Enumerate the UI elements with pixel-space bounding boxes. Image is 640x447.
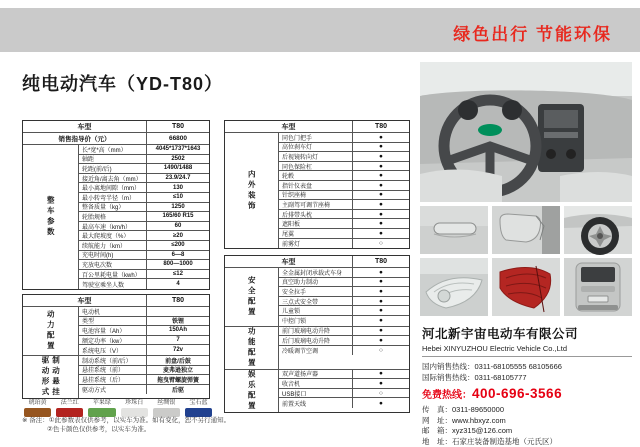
table-row [279, 327, 409, 337]
table-row [79, 222, 209, 232]
value-cell: 6—8 [147, 251, 209, 260]
taillight-illustration [492, 258, 560, 316]
mark-cell: ○ [353, 389, 409, 398]
table-row [79, 145, 209, 155]
value-cell: 7 [147, 336, 209, 345]
value-cell: 麦弗逊独立 [147, 366, 209, 375]
property-cell: 最高车速（km/h） [79, 222, 147, 231]
swatch-label: 珍珠白 [121, 397, 148, 406]
feature-cell: 同色门把手 [279, 133, 353, 142]
table-row [279, 239, 409, 249]
feature-cell: 轮毂 [279, 171, 353, 180]
footnote-line-1: ※ 备注：①此参数表仅供参考，以实车为准。如有变化，恕不另行通知。 [22, 416, 230, 425]
value-cell: 1490/1488 [147, 164, 209, 173]
property-cell: 充电时间(h) [79, 251, 147, 260]
entertainment-section [225, 370, 409, 412]
company-name-en: Hebei XINYUZHOU Electric Vehicle Co.,Ltd [422, 344, 632, 357]
property-cell: 电动机 [79, 307, 147, 316]
feature-cell: 遮阳板 [279, 219, 353, 228]
swatch-label: 苹果绿 [88, 397, 115, 406]
side-mirror-illustration [492, 206, 560, 254]
power-config-section [23, 307, 209, 356]
taillight-photo [492, 258, 560, 316]
table-row [279, 370, 409, 380]
feature-cell: 指针仪表盘 [279, 181, 353, 190]
property-cell: 电池容量（Ah） [79, 326, 147, 335]
model-header: 车型 [225, 256, 353, 267]
model-header: 车型 [23, 295, 147, 306]
value-cell: 165/60 R15 [147, 212, 209, 221]
value-cell: 后驱 [147, 385, 209, 395]
feature-cell: 收音机 [279, 379, 353, 388]
property-cell: 轴距 [79, 155, 147, 164]
feature-cell: 儿童锁 [279, 306, 353, 315]
section-label: 驱动形式 制动悬挂 [23, 356, 79, 398]
feature-cell: 冷暖调节空调 [279, 346, 353, 356]
mark-cell: ○ [353, 239, 409, 249]
mark-cell: ○ [353, 346, 409, 356]
property-cell: 充放电次数 [79, 260, 147, 269]
free-hotline-number: 400-696-3566 [472, 386, 562, 401]
color-swatch [153, 397, 180, 417]
mark-cell: ● [353, 191, 409, 200]
model-value: T80 [353, 121, 409, 132]
color-swatch [24, 397, 51, 417]
table-header-row [225, 256, 409, 268]
mark-cell: ● [353, 316, 409, 326]
table-row [279, 152, 409, 162]
mark-cell: ● [353, 297, 409, 306]
mark-cell: ● [353, 287, 409, 296]
mark-cell: ● [353, 143, 409, 152]
table-row [79, 251, 209, 261]
table-row [279, 171, 409, 181]
swatch-label: 丝绸银 [153, 397, 180, 406]
table-row [79, 203, 209, 213]
swatch-label: 宝石蓝 [185, 397, 212, 406]
free-hotline [422, 385, 632, 403]
table-row [79, 326, 209, 336]
color-swatch [121, 397, 148, 417]
feature-cell: 高位刹车灯 [279, 143, 353, 152]
body-color-swatches [24, 397, 212, 417]
side-mirror-photo [492, 206, 560, 254]
price-value: 66800 [147, 133, 209, 144]
section-label: 功能配置 [225, 327, 279, 369]
feature-cell: 后排带头枕 [279, 210, 353, 219]
table-row [279, 200, 409, 210]
table-row [79, 366, 209, 376]
feature-cell: 尾翼 [279, 229, 353, 238]
table-row [79, 270, 209, 280]
website-line: 网 址：www.hbxyz.com [422, 416, 632, 427]
property-cell: 整备质量（kg） [79, 203, 147, 212]
decor-section [225, 133, 409, 248]
mark-cell: ● [353, 278, 409, 287]
table-row [279, 346, 409, 356]
value-cell: 4045*1737*1643 [147, 145, 209, 154]
rear-view-photo [564, 258, 632, 316]
table-row [279, 316, 409, 326]
top-banner [0, 8, 640, 52]
table-row [79, 183, 209, 193]
free-hotline-label: 免费热线： [422, 390, 472, 401]
dashboard-interior-photo [420, 62, 632, 202]
footnote [22, 416, 230, 434]
property-cell: 轮胎规格 [79, 212, 147, 221]
feature-cell: 前门玻璃电动升降 [279, 327, 353, 336]
feature-cell: 真空助力制动 [279, 278, 353, 287]
table-row [279, 162, 409, 172]
table-row [79, 212, 209, 222]
property-cell: 驾驶室乘坐人数 [79, 279, 147, 289]
section-label: 娱乐配置 [225, 370, 279, 412]
table-row [79, 164, 209, 174]
table-row [279, 278, 409, 288]
property-cell: 最小离地间隙（mm） [79, 183, 147, 192]
table-row [79, 356, 209, 366]
mark-cell: ● [353, 171, 409, 180]
company-name-cn: 河北新宇宙电动车有限公司 [422, 324, 632, 342]
property-cell: 最小转弯半径（m） [79, 193, 147, 202]
swatch-label: 琥珀黄 [24, 397, 51, 406]
property-cell: 续航能力（km） [79, 241, 147, 250]
color-swatch [88, 397, 115, 417]
feature-cell: 主副驾可调节座椅 [279, 200, 353, 209]
table-header-row [225, 121, 409, 133]
table-row [279, 297, 409, 307]
property-cell: 类型 [79, 317, 147, 326]
mark-cell: ● [353, 336, 409, 345]
page-title: 纯电动汽车（YD-T80） [22, 70, 223, 96]
value-cell: ≤200 [147, 241, 209, 250]
section-label: 动力配置 [23, 307, 79, 355]
property-cell: 最大爬坡度（%） [79, 231, 147, 240]
fax-line: 传 真：0311-89650000 [422, 405, 632, 416]
table-row [279, 219, 409, 229]
value-cell: 拖曳臂螺旋弹簧 [147, 375, 209, 384]
property-cell: 长*宽*高（mm） [79, 145, 147, 154]
feature-cell: 中控门锁 [279, 316, 353, 326]
table-row [279, 398, 409, 408]
model-value: T80 [353, 256, 409, 267]
mark-cell: ● [353, 306, 409, 315]
mark-cell: ● [353, 200, 409, 209]
table-row [79, 193, 209, 203]
table-row [79, 260, 209, 270]
property-cell: 悬挂系统（前） [79, 366, 147, 375]
feature-cell: 前置天线 [279, 398, 353, 408]
model-value: T80 [147, 121, 209, 132]
value-cell: 130 [147, 183, 209, 192]
door-handle-photo [420, 206, 488, 254]
hotline-domestic: 国内销售热线：0311-68105555 68105666 [422, 361, 632, 372]
mark-cell: ● [353, 268, 409, 277]
color-swatch [56, 397, 83, 417]
feature-cell: 同色保险杠 [279, 162, 353, 171]
email-line: 邮 箱：xyz315@126.com [422, 426, 632, 437]
property-cell: 制动系统（前/后） [79, 356, 147, 365]
mark-cell: ● [353, 133, 409, 142]
feature-cell: 前雾灯 [279, 239, 353, 249]
safety-section [225, 268, 409, 327]
vehicle-params-table [22, 120, 210, 290]
property-cell: 驱动方式 [79, 385, 147, 395]
table-row [279, 336, 409, 346]
table-row [79, 345, 209, 355]
price-label: 销售指导价（元） [23, 133, 147, 144]
table-row [279, 268, 409, 278]
mark-cell: ● [353, 219, 409, 228]
table-row [79, 307, 209, 317]
property-cell: 接近角/离去角（mm） [79, 174, 147, 183]
value-cell: 前盘/后鼓 [147, 356, 209, 365]
table-row [279, 287, 409, 297]
value-cell: ≥20 [147, 231, 209, 240]
feature-cell: 后视镜转向灯 [279, 152, 353, 161]
value-cell: ≤12 [147, 270, 209, 279]
address-line: 地 址：石家庄装备制造基地（元氏区） [422, 437, 632, 447]
section-label: 内外装饰 [225, 133, 279, 248]
mark-cell: ● [353, 152, 409, 161]
feature-cell: 双声道扬声器 [279, 370, 353, 379]
model-header: 车型 [225, 121, 353, 132]
table-row [279, 181, 409, 191]
mark-cell: ● [353, 229, 409, 238]
table-row [279, 389, 409, 399]
table-header-row [23, 295, 209, 307]
mark-cell: ● [353, 210, 409, 219]
wheel-illustration [564, 206, 632, 254]
feature-cell: USB接口 [279, 389, 353, 398]
value-cell: 4 [147, 279, 209, 289]
value-cell [147, 307, 209, 316]
model-header: 车型 [23, 121, 147, 132]
powertrain-table [22, 294, 210, 399]
mark-cell: ● [353, 370, 409, 379]
value-cell: 1250 [147, 203, 209, 212]
section-label: 整车参数 [23, 145, 79, 289]
price-row [23, 133, 209, 145]
table-row [79, 155, 209, 165]
door-handle-illustration [420, 206, 488, 254]
property-cell: 百公里耗电量（kwh） [79, 270, 147, 279]
drive-brake-section [23, 356, 209, 398]
model-value: T80 [147, 295, 209, 306]
table-row [279, 210, 409, 220]
rear-view-illustration [564, 258, 632, 316]
feature-cell: 后门玻璃电动升降 [279, 336, 353, 345]
feature-cell: 全金属封闭承载式车身 [279, 268, 353, 277]
feature-cell: 三点式安全带 [279, 297, 353, 306]
section-label: 安全配置 [225, 268, 279, 326]
table-row [79, 174, 209, 184]
eco-slogan: 绿色出行 节能环保 [453, 20, 612, 45]
property-cell: 轮距(前/后) [79, 164, 147, 173]
table-row [79, 385, 209, 395]
table-row [79, 375, 209, 385]
table-row [279, 143, 409, 153]
value-cell: 72v [147, 345, 209, 355]
color-swatch [185, 397, 212, 417]
table-row [79, 317, 209, 327]
table-header-row [23, 121, 209, 133]
mark-cell: ● [353, 398, 409, 408]
headlight-illustration [420, 258, 488, 316]
headlight-photo [420, 258, 488, 316]
vehicle-params-section [23, 145, 209, 289]
mark-cell: ● [353, 327, 409, 336]
function-section [225, 327, 409, 370]
table-row [279, 379, 409, 389]
table-row [79, 336, 209, 346]
value-cell: 2502 [147, 155, 209, 164]
value-cell: ≤10 [147, 193, 209, 202]
mark-cell: ● [353, 162, 409, 171]
value-cell: 铁锂 [147, 317, 209, 326]
footnote-line-2: ②色卡颜色仅供参考，以实车为准。 [22, 425, 230, 434]
company-block [422, 324, 632, 447]
value-cell: 23.9/24.7 [147, 174, 209, 183]
feature-cell: 安全拉手 [279, 287, 353, 296]
value-cell: 800—1000 [147, 260, 209, 269]
property-cell: 悬挂系统（后） [79, 375, 147, 384]
swatch-label: 法兰红 [56, 397, 83, 406]
hotline-international: 国际销售热线：0311-68105777 [422, 372, 632, 383]
value-cell: 60 [147, 222, 209, 231]
wheel-photo [564, 206, 632, 254]
config-table [224, 255, 410, 413]
property-cell: 额定功率（kw） [79, 336, 147, 345]
table-row [79, 241, 209, 251]
table-row [79, 231, 209, 241]
mark-cell: ● [353, 181, 409, 190]
dashboard-illustration [420, 62, 632, 202]
table-row [279, 229, 409, 239]
table-row [279, 133, 409, 143]
mark-cell: ● [353, 379, 409, 388]
feature-cell: 针织座椅 [279, 191, 353, 200]
property-cell: 系统电压（V） [79, 345, 147, 355]
table-row [279, 191, 409, 201]
table-row [79, 279, 209, 289]
decor-table [224, 120, 410, 249]
table-row [279, 306, 409, 316]
value-cell: 150Ah [147, 326, 209, 335]
